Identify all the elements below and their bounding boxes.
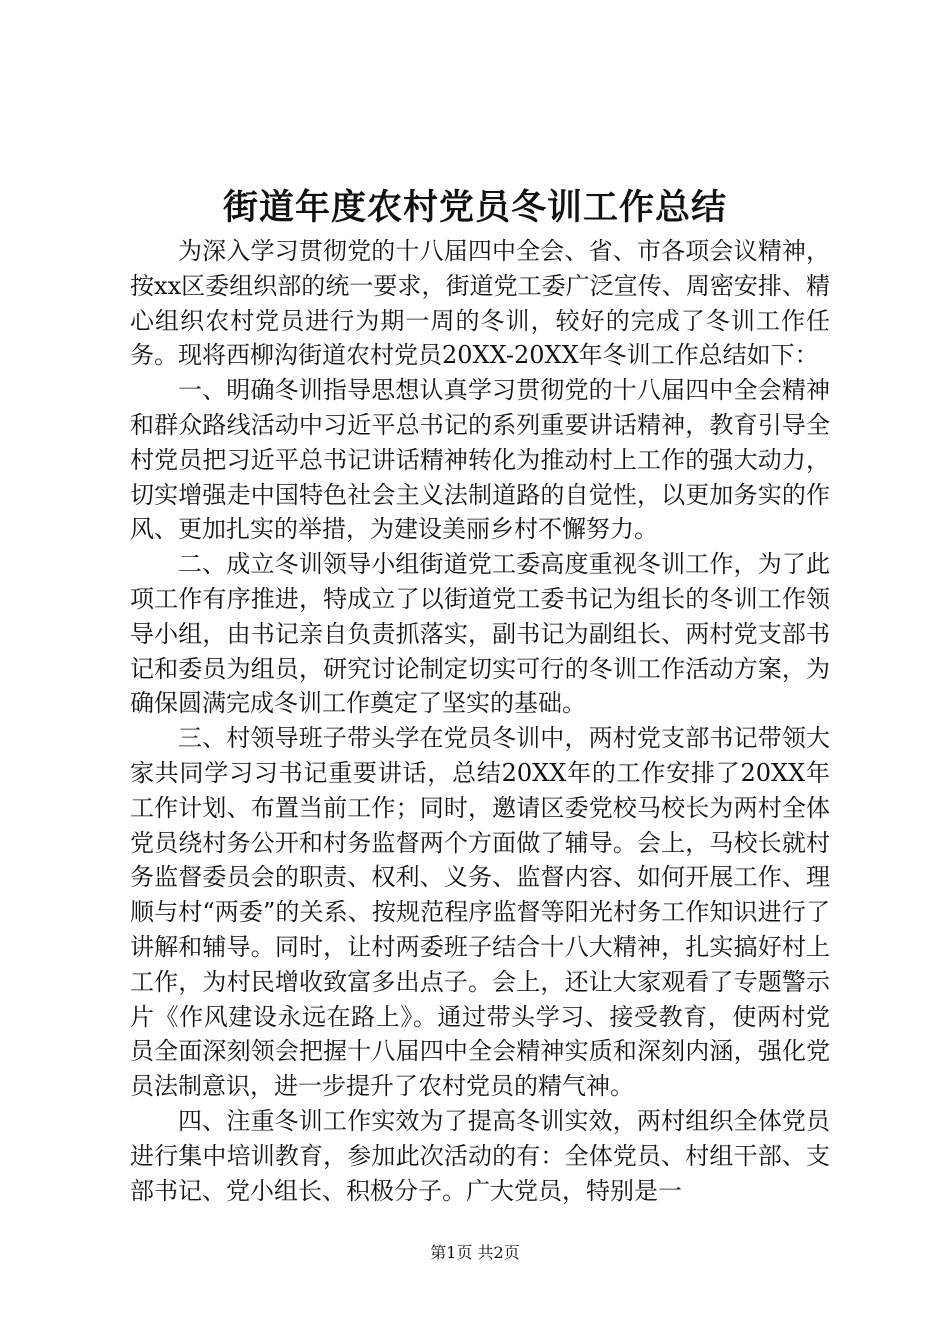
paragraph-section-2: 二、成立冬训领导小组街道党工委高度重视冬训工作，为了此项工作有序推进，特成立了以街道党工委书记为组长的冬训工作领导小组，由书记亲自负责抓落实，副书记为副组长、两村党支部书记和委员为组员，研究讨论制定切实可行的冬训工作活动方案，为确保圆满完成冬训工作奠定了坚实的基础。 [130, 550, 830, 718]
paragraph-section-4: 四、注重冬训工作实效为了提高冬训实效，两村组织全体党员进行集中培训教育，参加此次活动的有：全体党员、村组干部、支部书记、党小组长、积极分子。广大党员，特别是一 [130, 1106, 830, 1205]
paragraph-intro: 为深入学习贯彻党的十八届四中全会、省、市各项会议精神，按xx区委组织部的统一要求，街道党工委广泛宣传、周密安排、精心组织农村党员进行为期一周的冬训，较好的完成了冬训工作任务。现将西柳沟街道农村党员20XX-20XX年冬训工作总结如下： [130, 237, 830, 370]
paragraph-section-3: 三、村领导班子带头学在党员冬训中，两村党支部书记带领大家共同学习习书记重要讲话，总结20XX年的工作安排了20XX年工作计划、布置当前工作；同时，邀请区委党校马校长为两村全体党员绕村务公开和村务监督两个方面做了辅导。会上，马校长就村务监督委员会的职责、权利、义务、监督内容、如何开展工作、理顺与村“两委”的关系、按规范程序监督等阳光村务工作知识进行了讲解和辅导。同时，让村两委班子结合十八大精神，扎实搞好村上工作，为村民增收致富多出点子。会上，还让大家观看了专题警示片《作风建设永远在路上》。通过带头学习、接受教育，使两村党员全面深刻领会把握十八届四中全会精神实质和深刻内涵，强化党员法制意识，进一步提升了农村党员的精气神。 [130, 724, 830, 1101]
paragraph-section-1: 一、明确冬训指导思想认真学习贯彻党的十八届四中全会精神和群众路线活动中习近平总书记的系列重要讲话精神，教育引导全村党员把习近平总书记讲话精神转化为推动村上工作的强大动力，切实增强走中国特色社会主义法制道路的自觉性，以更加务实的作风、更加扎实的举措，为建设美丽乡村不懈努力。 [130, 376, 830, 544]
page-footer: 第1页 共2页 [430, 1243, 520, 1262]
document-title: 街道年度农村党员冬训工作总结 [222, 187, 727, 228]
document-body [130, 234, 830, 1208]
